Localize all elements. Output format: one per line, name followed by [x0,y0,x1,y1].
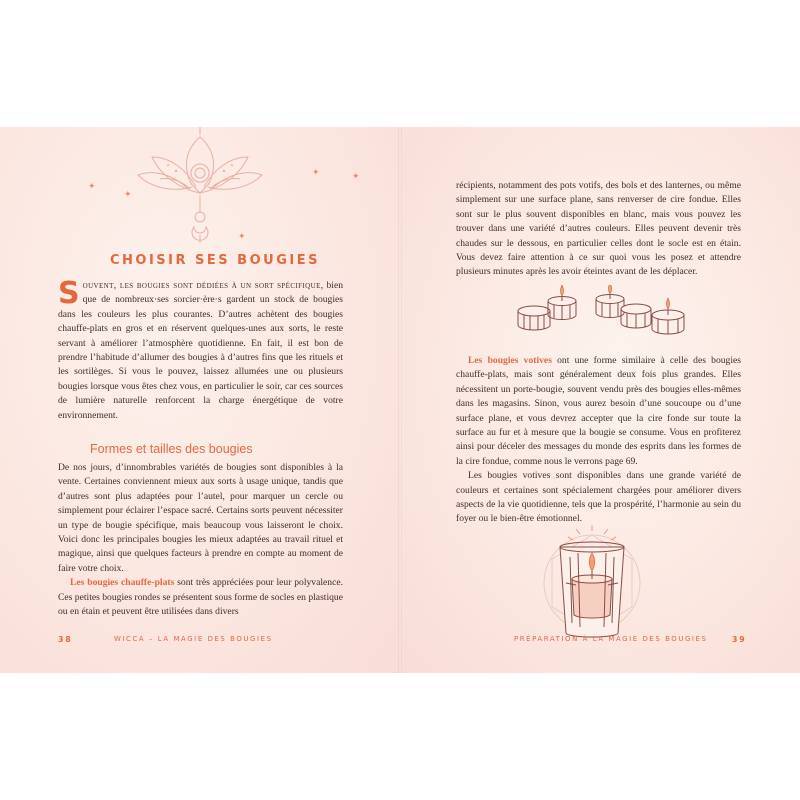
sparkle-icon: ✦ [312,167,320,177]
left-page [0,127,400,673]
votive-candle-icon [532,523,652,641]
right-top-text [456,179,741,280]
page-number-left: 38 [58,635,73,644]
forms-paragraph: De nos jours, d’innombrables variétés de bougies sont disponibles à la vente. Certaines conviennent mieux aux sorts à usage unique, tandis que d’autres sont plus adaptées pour l’autel, pour marquer un cercle ou simplement pour éclairer l’espace sacré. Certains sorts peuvent nécessiter un type de bougie spécifique, mais beaucoup vous laisseront le choix. Voici donc les principales bougies les mieux adaptées au travail rituel et magique, ainsi que quelques facteurs à prendre en compte au moment de faire votre choix. [58,462,343,574]
right-mid-text [456,354,741,527]
lotus-moon-ornament-icon [130,127,270,243]
right-page [400,127,800,673]
tealights-highlight: Les bougies chauffe-plats [70,577,175,589]
section-title: Formes et tailles des bougies [90,442,253,456]
running-head-left: WICCA – LA MAGIE DES BOUGIES [114,635,273,643]
sparkle-icon: ✦ [88,181,96,191]
votives-highlight: Les bougies votives [468,355,552,366]
intro-small-caps: ouvent, les bougies sont dédiées à un sort spécifique, [82,280,324,291]
left-body-text [58,461,343,619]
intro-paragraph [58,276,344,423]
tealights-text: sont très appréciées pour leur polyvalence. Ces petites bougies rondes se présentent sous forme de socles en plastique ou en étain et peuvent être utilisées dans divers [58,577,343,618]
votives-paragraph [456,354,741,469]
sparkle-icon: ✦ [352,171,360,181]
votives-text: ont une forme similaire à celle des bougies chauffe-plats, mais sont généralement deux fois plus grandes. Elles nécessitent un porte-bougie, souvent vendu près des bougies elles-mêmes dans les magasins. Sinon, vous aurez besoin d’une soucoupe ou d’une surface plane, et vous devrez accepter que la cire fonde sur toute la surface au fur et à mesure que la bougie se consume. Vous en profiterez ainsi pour déceler des messages du monde des esprits dans les formes de la cire fondue, comme nous le verrons page 69. [456,355,741,467]
drop-cap: S [58,276,80,311]
running-head-right: PRÉPARATION À LA MAGIE DES BOUGIES [514,635,708,643]
tealights-continued-paragraph: récipients, notamment des pots votifs, des bols et des lanternes, ou même simplement sur une surface plane, sans renverser de cire fondue. Elles sont sur le plus souvent disponibles en blanc, mais vous pouvez les trouver dans une variété d’autres couleurs. Elles peuvent devenir très chaudes sur le dessous, en particulier celles dont le socle est en étain. Vous devez faire attention à ce sur quoi vous les posez et attendre plusieurs minutes après les avoir éteintes avant de les déplacer. [456,180,741,278]
intro-body: bien que de nombreux·ses sorcier·ère·s gardent un stock de bougies dans les couleurs les plus courantes. D’autres achètent des bougies chauffe-plats en gros et en réservent quelques-unes aux sorts, le reste servant à améliorer l’atmosphère quotidienne. En fait, il est bon de prendre l’habitude d’allumer des bougies à d’autres fins que les rituels et les sortilèges. Si vous le pouvez, laissez allumées une ou plusieurs bougies lorsque vous êtes chez vous, en particulier le soir, car ces sources de lumière naturelle renforcent la charge énergétique de votre environnement. [58,280,344,421]
votives-colors-paragraph: Les bougies votives sont disponibles dans une grande variété de couleurs et certaines sont spécialement chargées pour améliorer divers aspects de la vie quotidienne, tels que la prospérité, l’harmonie au sein du foyer ou le bien-être émotionnel. [456,470,741,525]
page-number-right: 39 [732,635,747,644]
tealights-paragraph [58,576,343,619]
sparkle-icon: ✦ [124,189,132,199]
page-title: CHOISIR SES BOUGIES [110,253,320,268]
sparkle-icon: ✦ [238,231,246,241]
book-gutter [398,127,402,673]
tealight-candles-icon [512,285,692,341]
